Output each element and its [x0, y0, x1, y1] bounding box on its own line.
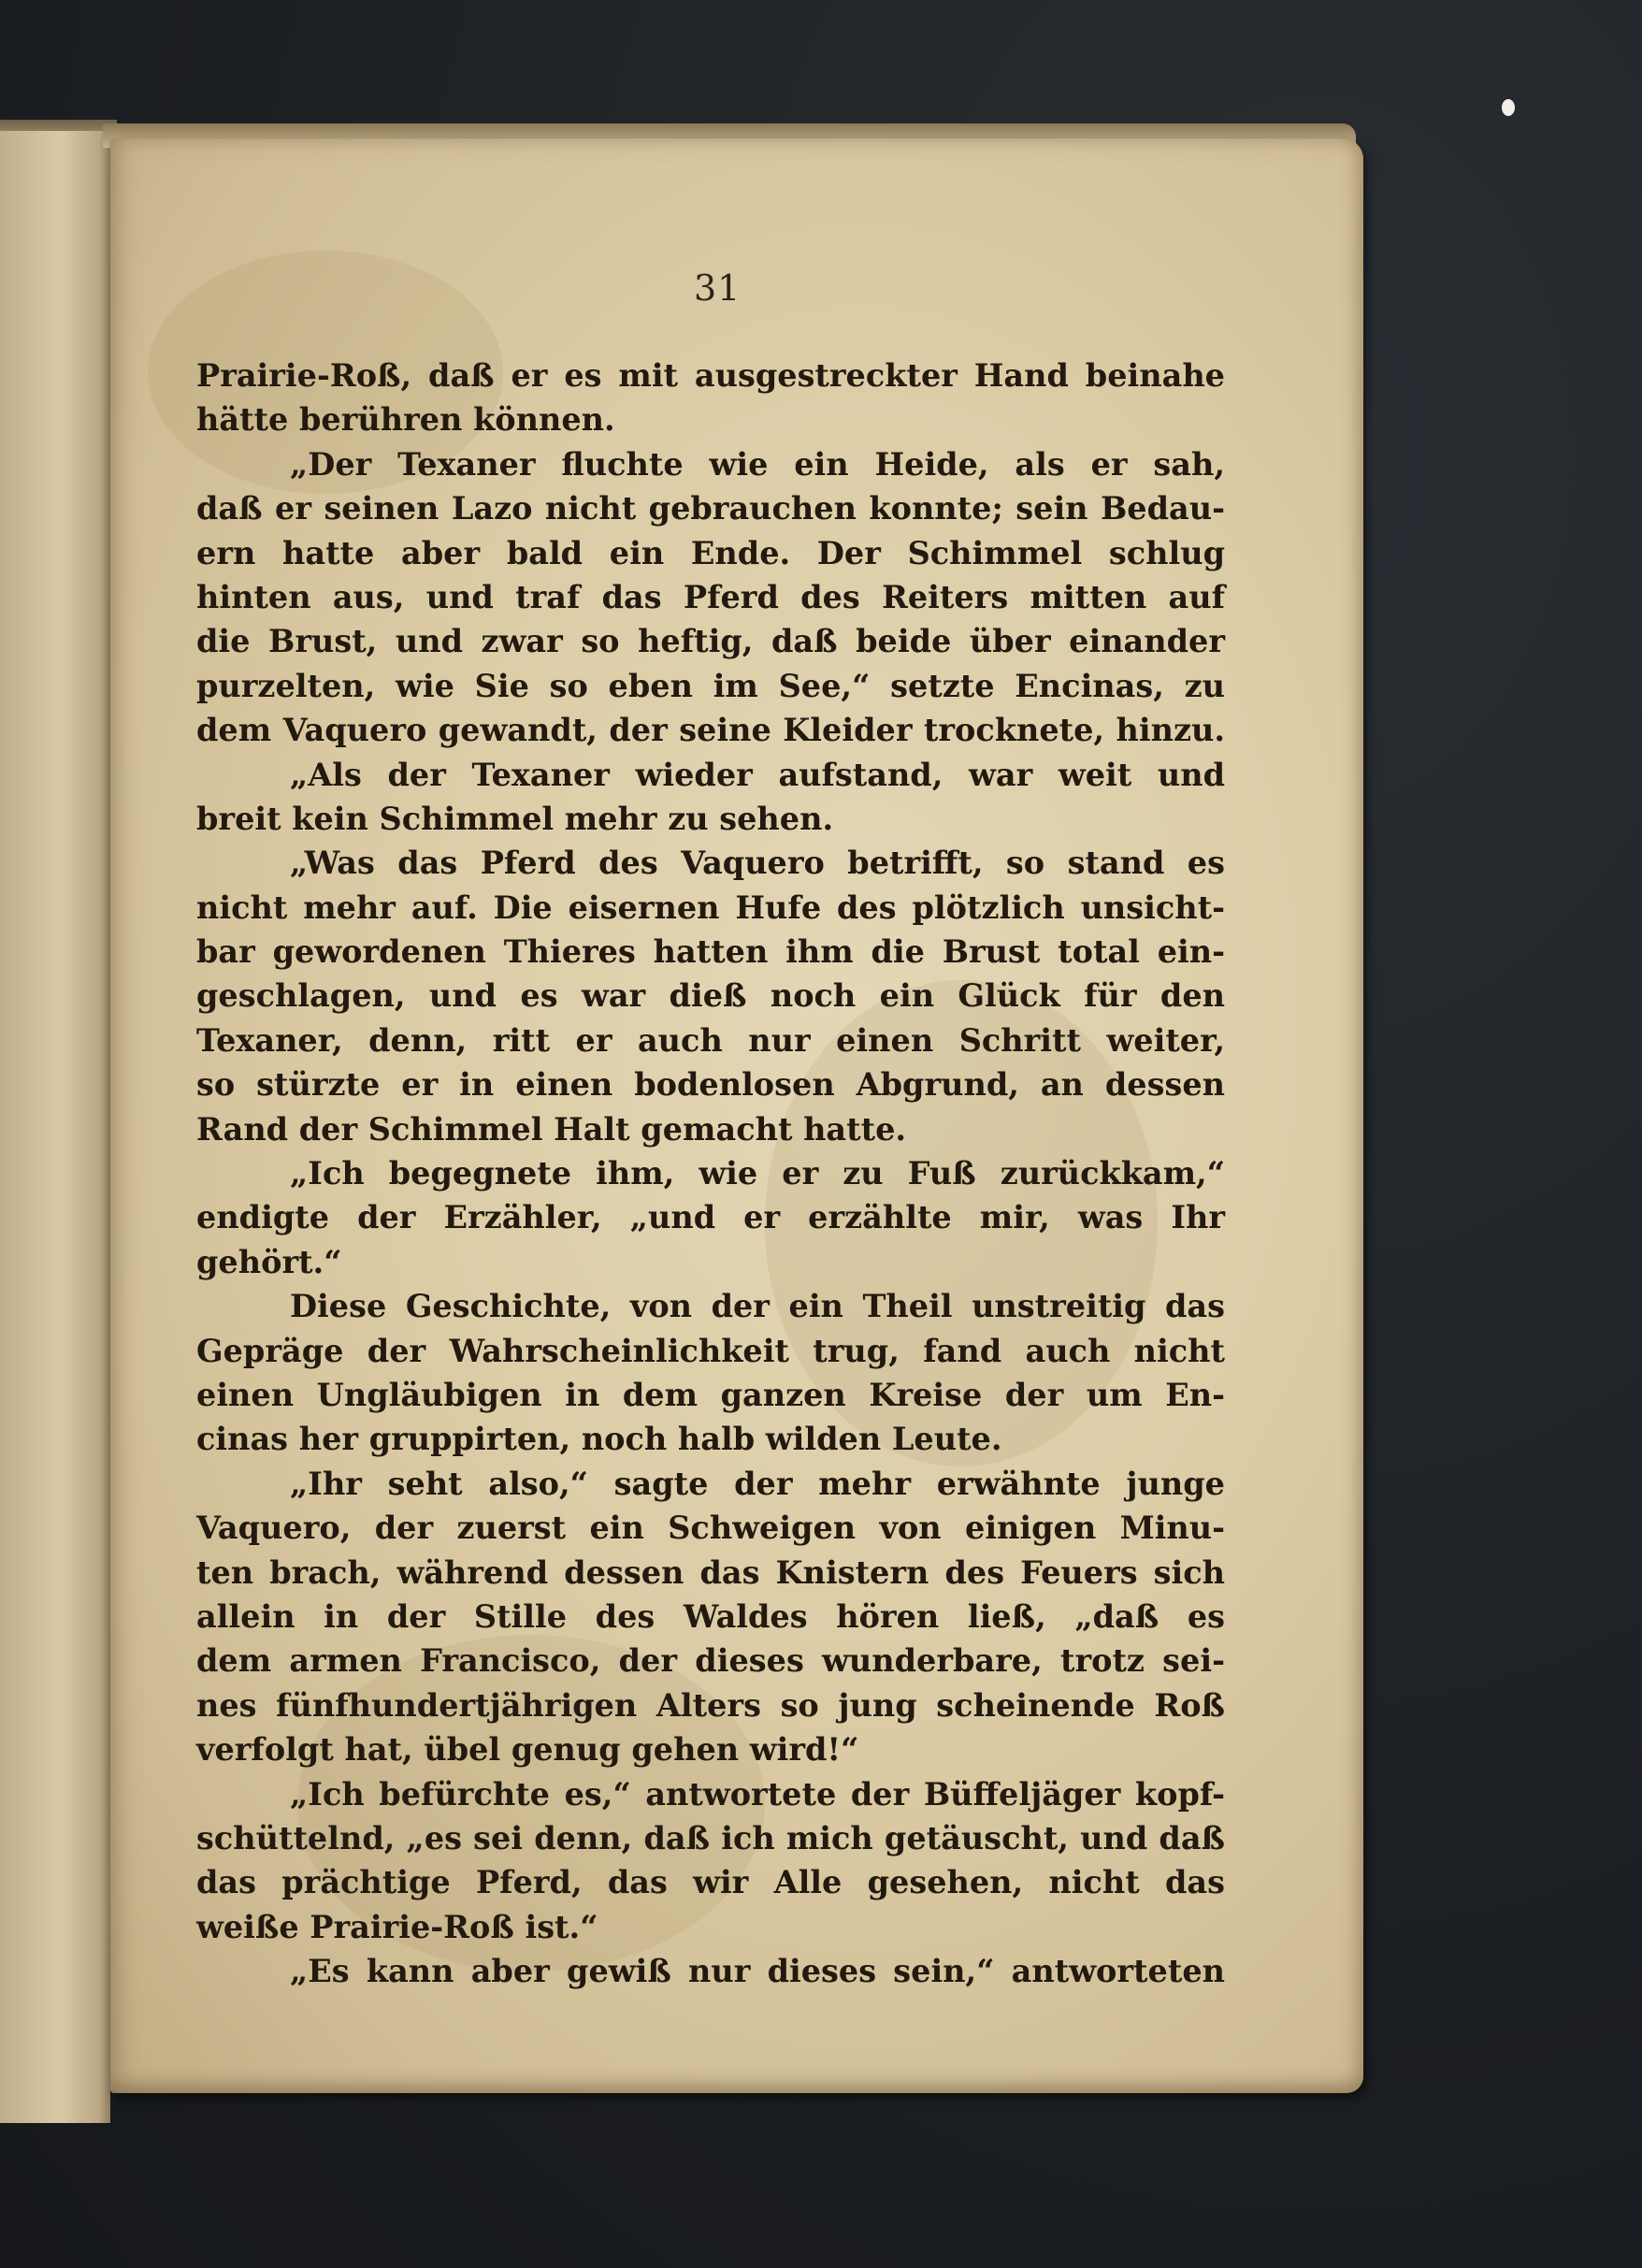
body-text: [196, 354, 1225, 1993]
text-line: allein in der Stille des Waldes hören ließ, „daß es: [196, 1597, 1225, 1635]
text-line: geschlagen, und es war dieß noch ein Glück für den: [196, 977, 1225, 1015]
text-line: „Was das Pferd des Vaquero betrifft, so stand es: [290, 845, 1225, 882]
text-line: dem Vaquero gewandt, der seine Kleider trocknete, hinzu.: [196, 712, 1225, 749]
text-line: „Ihr seht also,“ sagte der mehr erwähnte junge: [290, 1465, 1225, 1502]
text-line: schüttelnd, „es sei denn, daß ich mich getäuscht, und daß: [196, 1819, 1225, 1856]
text-line: bar gewordenen Thieres hatten ihm die Brust total ein-: [196, 933, 1225, 971]
text-line: hinten aus, und traf das Pferd des Reiters mitten auf: [196, 578, 1225, 615]
text-line: Vaquero, der zuerst ein Schweigen von einigen Minu-: [196, 1510, 1225, 1547]
text-line: purzelten, wie Sie so eben im See,“ setzte Encinas, zu: [196, 667, 1225, 704]
text-line: Diese Geschichte, von der ein Theil unstreitig das: [290, 1288, 1225, 1325]
text-line: Rand der Schimmel Halt gemacht hatte.: [196, 1110, 907, 1148]
text-line: „Als der Texaner wieder aufstand, war weit und: [290, 756, 1225, 793]
text-line: „Ich begegnete ihm, wie er zu Fuß zurückkam,“: [290, 1155, 1225, 1192]
text-line: „Der Texaner fluchte wie ein Heide, als er sah,: [290, 445, 1225, 483]
text-line: nicht mehr auf. Die eisernen Hufe des plötzlich unsicht-: [196, 888, 1225, 926]
text-line: „Ich befürchte es,“ antwortete der Büffeljäger kopf-: [290, 1775, 1225, 1813]
dust-speck: [1502, 99, 1515, 116]
text-line: weiße Prairie-Roß ist.“: [196, 1908, 598, 1945]
text-line: ten brach, während dessen das Knistern des Feuers sich: [196, 1553, 1225, 1591]
text-line: ern hatte aber bald ein Ende. Der Schimmel schlug: [196, 534, 1225, 571]
text-line: Gepräge der Wahrscheinlichkeit trug, fand auch nicht: [196, 1332, 1225, 1369]
text-line: die Brust, und zwar so heftig, daß beide über einander: [196, 623, 1225, 660]
text-line: breit kein Schimmel mehr zu sehen.: [196, 800, 834, 837]
page-number: 31: [694, 267, 742, 309]
text-line: dem armen Francisco, der dieses wunderbare, trotz sei-: [196, 1642, 1225, 1680]
text-line: Texaner, denn, ritt er auch nur einen Schritt weiter,: [196, 1021, 1225, 1059]
left-facing-page: [0, 131, 110, 2123]
text-line: hätte berühren können.: [196, 401, 615, 439]
text-line: einen Ungläubigen in dem ganzen Kreise der um En-: [196, 1376, 1225, 1413]
text-line: so stürzte er in einen bodenlosen Abgrund, an dessen: [196, 1066, 1225, 1104]
text-line: nes fünfhundertjährigen Alters so jung scheinende Roß: [196, 1686, 1225, 1724]
text-line: „Es kann aber gewiß nur dieses sein,“ antworteten: [290, 1953, 1225, 1990]
text-line: gehört.“: [196, 1243, 342, 1280]
text-line: verfolgt hat, übel genug gehen wird!“: [196, 1731, 859, 1769]
text-line: daß er seinen Lazo nicht gebrauchen konnte; sein Bedau-: [196, 490, 1225, 527]
text-line: endigte der Erzähler, „und er erzählte mir, was Ihr: [196, 1199, 1225, 1236]
text-line: das prächtige Pferd, das wir Alle gesehen, nicht das: [196, 1864, 1225, 1901]
text-line: Prairie-Roß, daß er es mit ausgestreckter Hand beinahe: [196, 357, 1225, 394]
text-line: cinas her gruppirten, noch halb wilden Leute.: [196, 1421, 1002, 1458]
